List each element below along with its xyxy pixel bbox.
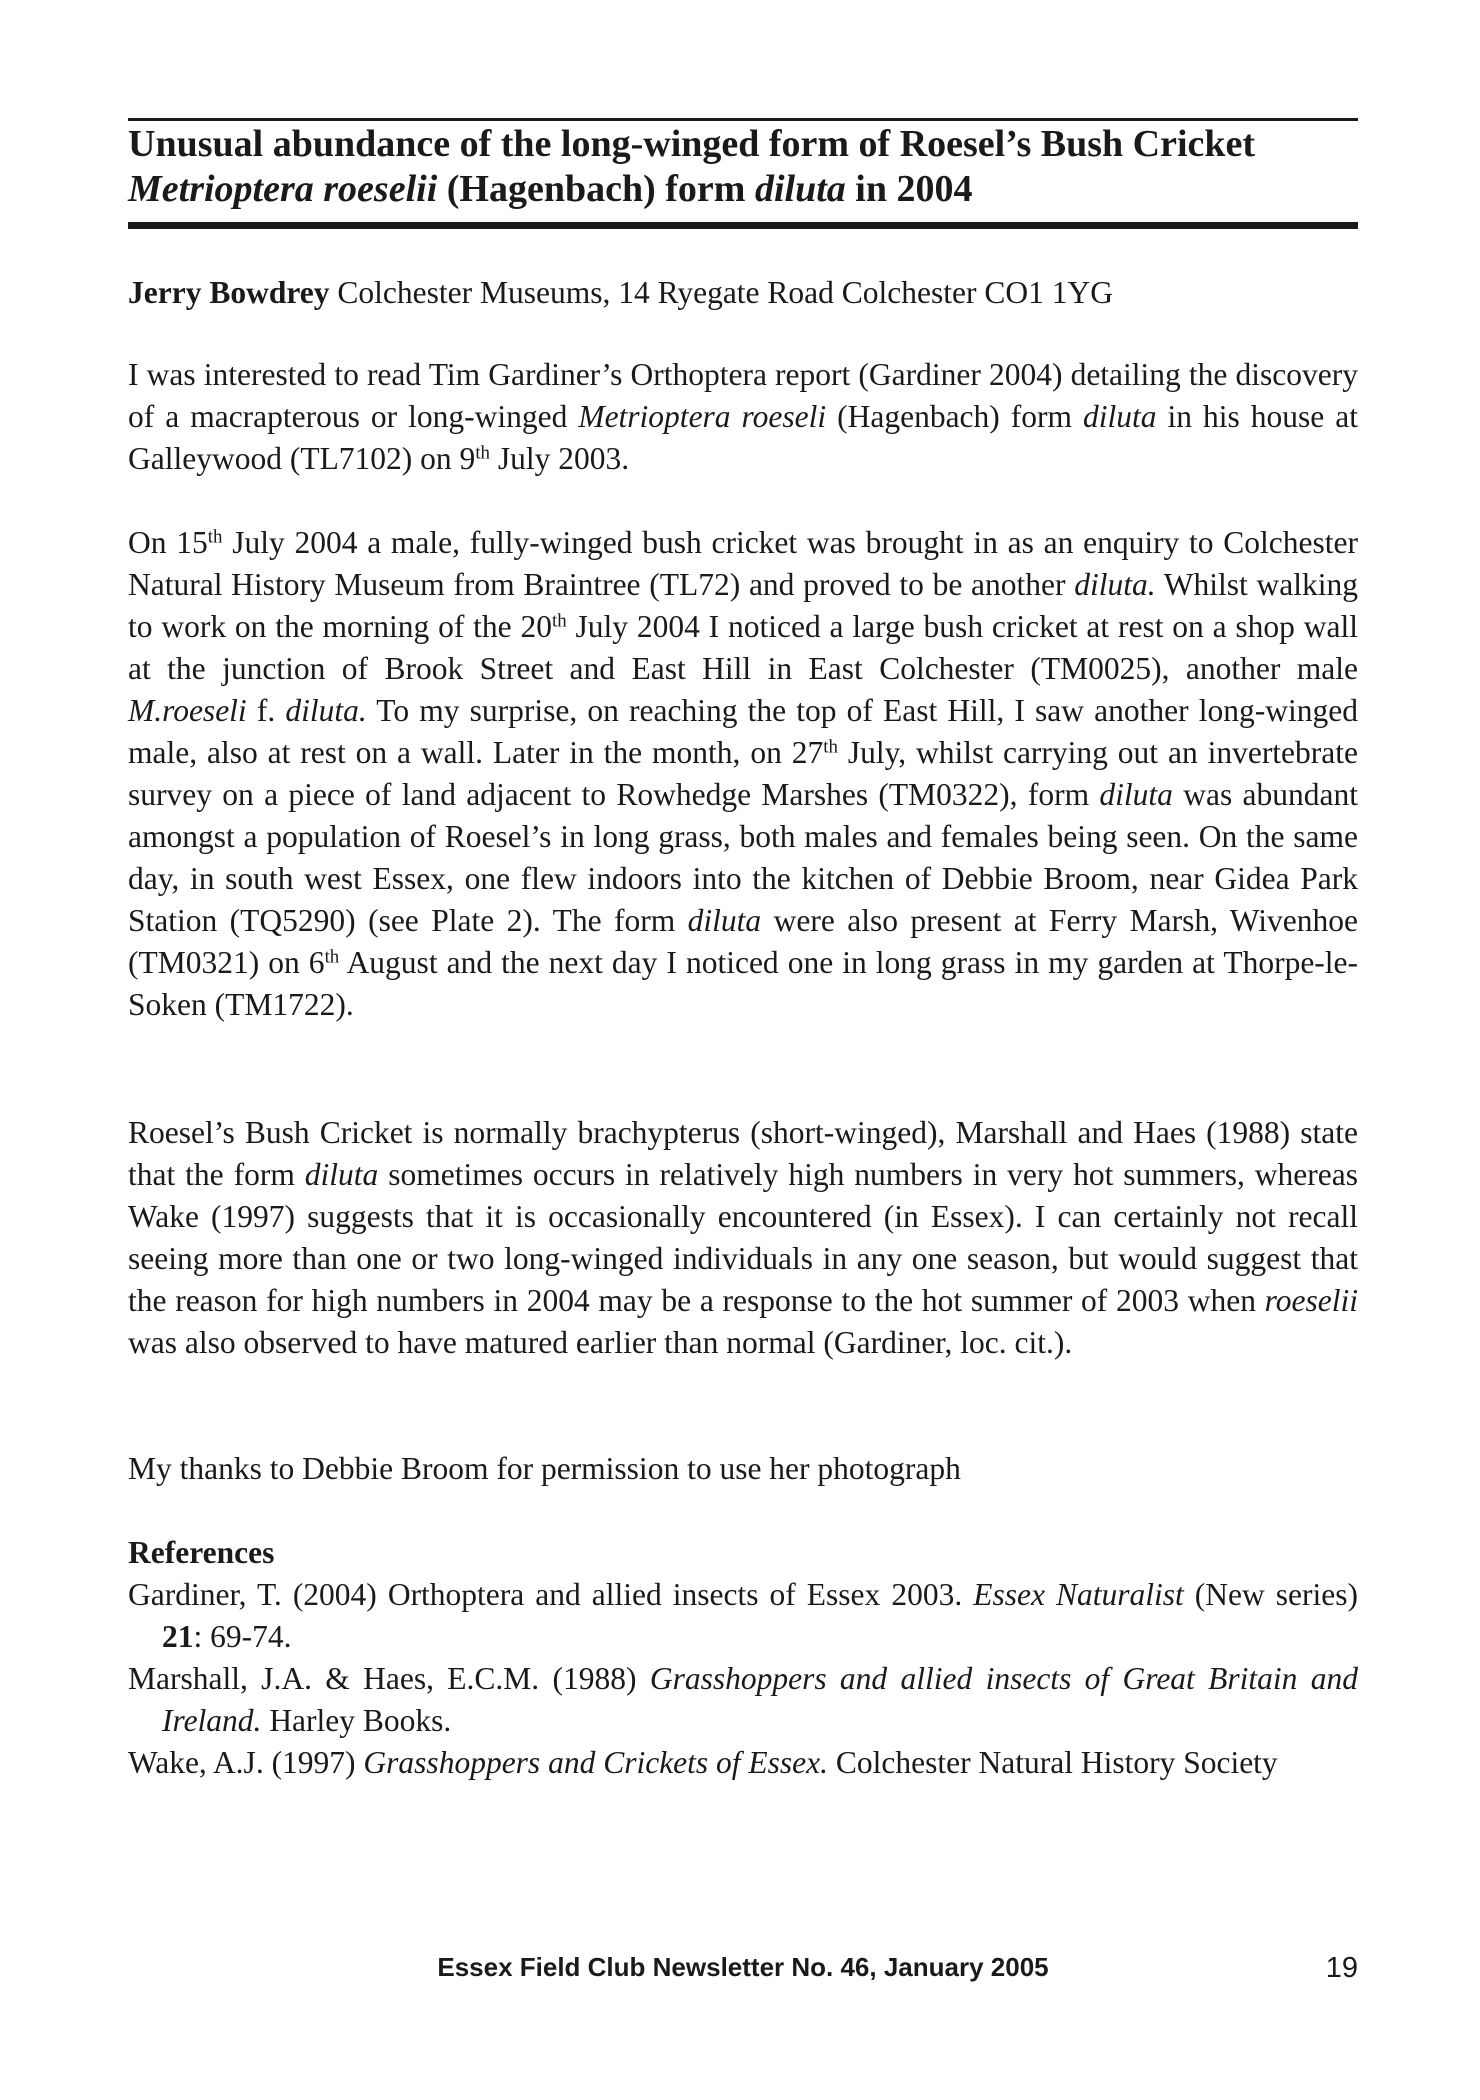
paragraph-2 xyxy=(128,522,1358,1026)
ordinal-suffix: th xyxy=(324,946,340,968)
title-text: in 2004 xyxy=(845,168,973,210)
paragraph-text: sometimes occurs in relatively high numbers in very hot summers, whereas Wake (1997) suggests that it is occasionally encountered (in Essex). I can certainly not recall seeing more than one or two long-winged individuals in any one season, but would suggest that the reason for high numbers in 2004 may be a response to the hot summer of 2003 when xyxy=(128,1157,1358,1318)
species-name: Metrioptera roeseli xyxy=(578,399,827,434)
paragraph-text: July 2004 a male, fully-winged bush cricket was brought in as an enquiry to Colchester Natural History Museum from Braintree (TL72) and proved to be another xyxy=(128,525,1359,602)
paragraph-3 xyxy=(128,1112,1358,1364)
paragraph-text: was abundant amongst a population of Roesel’s in long grass, both males and females being seen. On the same day, in south west Essex, one flew indoors into the kitchen of Debbie Broom, near Gidea Park Station (TQ5290) (see Plate 2). The form xyxy=(128,777,1359,938)
author-affiliation: Colchester Museums, 14 Ryegate Road Colchester CO1 1YG xyxy=(329,275,1113,310)
ordinal-suffix: th xyxy=(475,442,491,464)
title-form-name: diluta xyxy=(754,168,846,210)
paragraph-text: were also present at Ferry Marsh, Wivenhoe (TM0321) on 6 xyxy=(128,903,1358,980)
reference-text: Wake, A.J. (1997) xyxy=(128,1745,364,1780)
reference-item xyxy=(128,1574,1358,1658)
reference-item xyxy=(128,1658,1358,1742)
form-name: diluta xyxy=(1083,399,1157,434)
page-number: 19 xyxy=(1325,1952,1358,1984)
title-top-rule xyxy=(128,118,1358,121)
reference-list xyxy=(128,1574,1358,1784)
article-title xyxy=(128,122,1358,212)
reference-text: : 69-74. xyxy=(193,1619,292,1654)
book-title: Grasshoppers and Crickets of Essex. xyxy=(363,1745,829,1780)
acknowledgement: My thanks to Debbie Broom for permission to use her photograph xyxy=(128,1451,961,1486)
paragraph-text: (Hagenbach) form xyxy=(826,399,1083,434)
form-name: diluta xyxy=(1099,777,1173,812)
paragraph-text: July, whilst carrying out an invertebrate survey on a piece of land adjacent to Rowhedge Marshes (TM0322), form xyxy=(128,735,1358,812)
author-line xyxy=(128,272,1358,314)
reference-text: Harley Books. xyxy=(261,1703,452,1738)
form-name: diluta xyxy=(304,1157,379,1192)
paragraph-text: July 2003. xyxy=(490,441,630,476)
paragraph-text: Roesel’s Bush Cricket is normally brachypterus (short-winged), Marshall and Haes (1988) state that the form xyxy=(128,1115,1358,1192)
species-name: roeselii xyxy=(1264,1283,1358,1318)
paragraph-text: I was interested to read Tim Gardiner’s Orthoptera report (Gardiner 2004) detailing the discovery of a macrapterous or long-winged xyxy=(128,357,1358,434)
form-name: diluta. xyxy=(285,693,367,728)
ordinal-suffix: th xyxy=(823,736,838,758)
references-heading: References xyxy=(128,1535,275,1570)
publication-name: Essex Field Club Newsletter No. 46, January 2005 xyxy=(437,1952,1049,1982)
form-name: diluta. xyxy=(1074,567,1156,602)
title-bottom-rule xyxy=(128,222,1358,229)
reference-text: Gardiner, T. (2004) Orthoptera and allied insects of Essex 2003. xyxy=(128,1577,974,1612)
journal-title: Essex Naturalist xyxy=(973,1577,1184,1612)
ordinal-suffix: th xyxy=(207,526,223,548)
book-title: Grasshoppers and allied insects of Great Britain and Ireland. xyxy=(162,1661,1358,1738)
author-name: Jerry Bowdrey xyxy=(128,275,330,310)
volume-number: 21 xyxy=(162,1619,194,1654)
title-species-name: Metrioptera roeselii xyxy=(128,168,438,210)
paragraph-text: July 2004 I noticed a large bush cricket at rest on a shop wall at the junction of Brook Street and East Hill in East Colchester (TM0025), another male xyxy=(128,609,1358,686)
reference-text: Marshall, J.A. & Haes, E.C.M. (1988) xyxy=(128,1661,650,1696)
reference-item xyxy=(128,1742,1358,1784)
form-name: diluta xyxy=(687,903,762,938)
paragraph-text: August and the next day I noticed one in long grass in my garden at Thorpe-le-Soken (TM1722). xyxy=(128,945,1359,1022)
reference-text: (New series) xyxy=(1183,1577,1358,1612)
paragraph-1 xyxy=(128,354,1358,480)
paragraph-text: Whilst walking to work on the morning of the 20 xyxy=(128,567,1358,644)
paragraph-text: was also observed to have matured earlier than normal (Gardiner, loc. cit.). xyxy=(128,1325,1073,1360)
species-name: M.roeseli xyxy=(128,693,247,728)
paragraph-text: in his house at Galleywood (TL7102) on 9 xyxy=(128,399,1358,476)
page-footer xyxy=(128,1952,1358,1992)
paragraph-text: f. xyxy=(246,693,286,728)
paragraph-text: On 15 xyxy=(128,525,208,560)
reference-text: Colchester Natural History Society xyxy=(828,1745,1278,1780)
title-text: Unusual abundance of the long-winged form of Roesel’s Bush Cricket xyxy=(128,123,1256,165)
title-text: (Hagenbach) form xyxy=(437,168,755,210)
paragraph-text: To my surprise, on reaching the top of East Hill, I saw another long-winged male, also at rest on a wall. Later in the month, on 27 xyxy=(128,693,1358,770)
ordinal-suffix: th xyxy=(551,610,567,632)
